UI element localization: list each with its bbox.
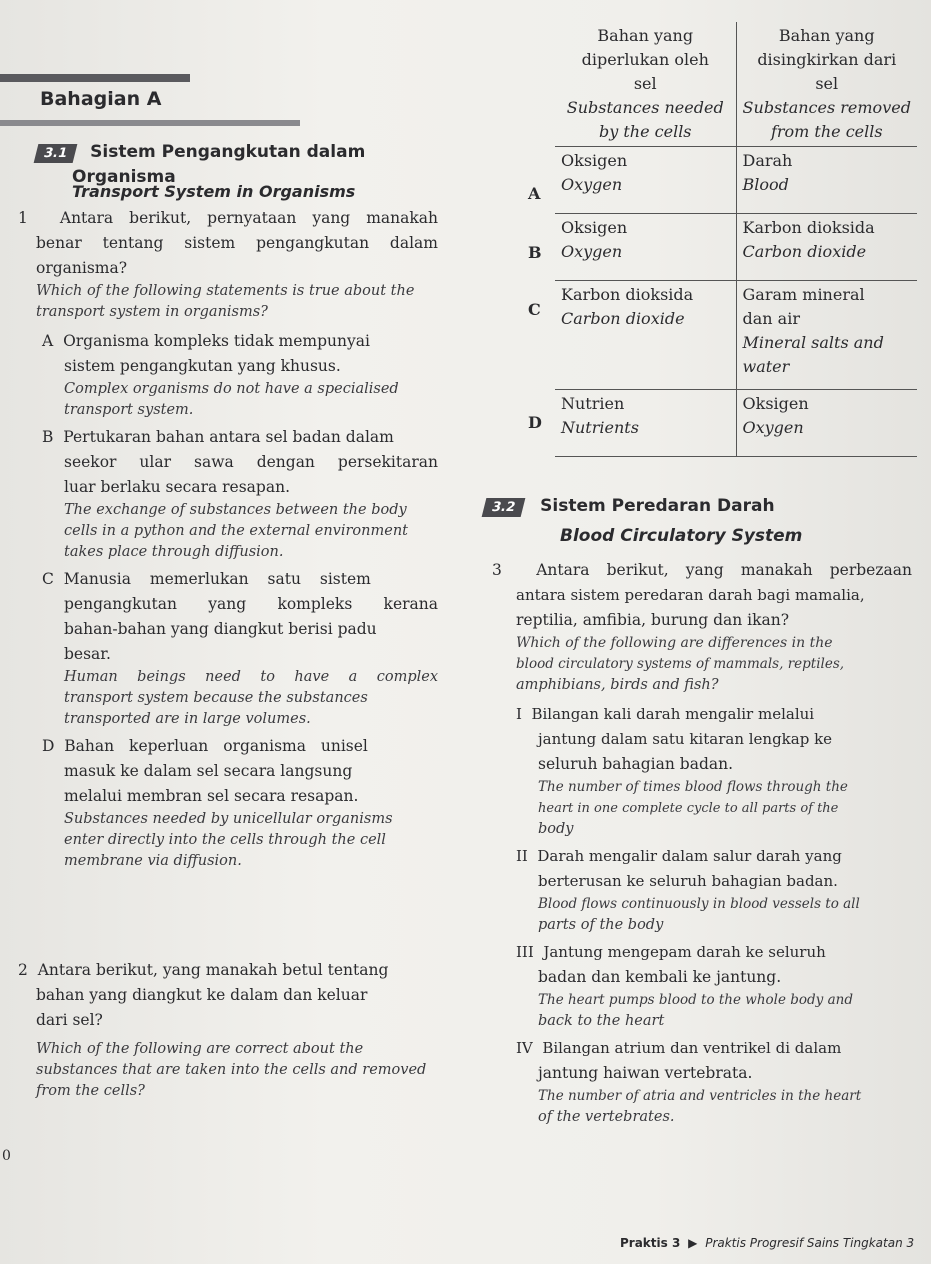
option-translation: takes place through diffusion. (64, 544, 284, 560)
statement-translation: back to the heart (538, 1013, 665, 1029)
option-translation: transport system because the substances (64, 690, 368, 706)
q3-translation: blood circulatory systems of mammals, reptiles, (516, 656, 845, 672)
option-translation: transported are in large volumes. (64, 711, 311, 727)
statement-translation: The heart pumps blood to the whole body and (538, 992, 853, 1008)
statement-text: jantung haiwan vertebrata. (538, 1064, 753, 1082)
statement-text: jantung dalam satu kitaran lengkap ke (538, 730, 833, 748)
table-cell (555, 147, 736, 214)
page-footer (620, 1236, 914, 1250)
table-row (555, 281, 917, 390)
statement-text: badan dan kembali ke jantung. (538, 968, 782, 986)
statement-text: Jantung mengepam darah ke seluruh (543, 943, 826, 961)
section-title-en: Blood Circulatory System (560, 526, 803, 546)
option-text: pengangkutan yang kompleks kerana (64, 595, 438, 613)
section-3-1-heading (36, 142, 365, 163)
q1-translation: transport system in organisms? (36, 304, 268, 320)
section-3-2-heading (484, 496, 775, 517)
statement-numeral: IV (516, 1039, 533, 1057)
option-translation: transport system. (64, 402, 194, 418)
cell-translation: Carbon dioxide (561, 309, 685, 328)
statement-translation: of the vertebrates. (538, 1109, 675, 1125)
cell-text: Darah (742, 151, 793, 170)
row-label-d[interactable]: D (528, 413, 542, 432)
option-text: luar berlaku secara resapan. (64, 478, 290, 496)
option-letter: A (42, 332, 54, 350)
option-text: Organisma kompleks tidak mempunyai (63, 332, 370, 350)
question-1 (18, 206, 438, 872)
table-header-removed (736, 22, 917, 147)
statement-text: berterusan ke seluruh bahagian badan. (538, 872, 838, 890)
table-cell (555, 281, 736, 390)
cell-translation: Carbon dioxide (742, 242, 867, 261)
option-c[interactable] (18, 567, 438, 730)
table-header-needed (555, 22, 736, 147)
q3-translation: Which of the following are differences in the (516, 635, 833, 651)
section-title-ms: Sistem Peredaran Darah (540, 496, 775, 516)
row-label-c[interactable]: C (528, 300, 541, 319)
option-translation: Human beings need to have a complex (64, 669, 438, 685)
option-letter: D (42, 737, 55, 755)
table-cell (736, 147, 917, 214)
q3-text: reptilia, amfibia, burung dan ikan? (516, 611, 790, 629)
header-text: diperlukan oleh (581, 50, 709, 69)
statement-translation: Blood flows continuously in blood vessels to all (538, 896, 860, 912)
cell-translation: Oxygen (561, 175, 623, 194)
row-label-a[interactable]: A (528, 184, 541, 203)
option-text: masuk ke dalam sel secara langsung (64, 762, 353, 780)
option-text: besar. (64, 645, 111, 663)
option-translation: enter directly into the cells through the cell (64, 832, 386, 848)
cell-translation: Mineral salts and (742, 333, 884, 352)
option-b[interactable] (18, 425, 438, 563)
cell-translation: Oxygen (561, 242, 623, 261)
cell-text: Karbon dioksida (561, 285, 694, 304)
q2-text: bahan yang diangkut ke dalam dan keluar (36, 986, 368, 1004)
section-number: 3.2 (482, 498, 526, 517)
option-translation: membrane via diffusion. (64, 853, 242, 869)
header-text: Bahan yang (778, 26, 875, 45)
q2-text: Antara berikut, yang manakah betul tentang (37, 961, 389, 979)
q3-text: antara sistem peredaran darah bagi mamalia, (516, 586, 865, 604)
q3-translation: amphibians, birds and fish? (516, 677, 719, 693)
q2-text: dari sel? (36, 1011, 103, 1029)
table-cell (736, 214, 917, 281)
statement-ii (492, 844, 912, 936)
header-translation: from the cells (770, 122, 883, 141)
option-text: Pertukaran bahan antara sel badan dalam (63, 428, 394, 446)
q1-translation: Which of the following statements is true about the (36, 283, 415, 299)
row-label-b[interactable]: B (528, 243, 542, 262)
table-header-row (555, 22, 917, 147)
cell-translation: water (742, 357, 790, 376)
table-row (555, 147, 917, 214)
statement-numeral: II (516, 847, 528, 865)
q1-text: organisma? (36, 259, 128, 277)
q1-text: benar tentang sistem pengangkutan dalam (36, 234, 438, 252)
q1-text: Antara berikut, pernyataan yang manakah (59, 209, 439, 227)
option-translation: Complex organisms do not have a specialised (64, 381, 399, 397)
q1-line-1 (18, 206, 438, 231)
section-title-ms-2: Organisma (72, 167, 176, 187)
header-translation: Substances removed (742, 98, 911, 117)
cell-text: dan air (742, 309, 800, 328)
substances-table (555, 22, 917, 457)
header-bar-top (0, 74, 190, 82)
table-cell (555, 214, 736, 281)
option-text: Manusia memerlukan satu sistem (63, 570, 371, 588)
option-text: seekor ular sawa dengan persekitaran (64, 453, 438, 471)
option-text: Bahan keperluan organisma unisel (64, 737, 368, 755)
table-cell (555, 390, 736, 457)
statement-text: Darah mengalir dalam salur darah yang (537, 847, 842, 865)
q2-number: 2 (18, 961, 28, 979)
q3-text: Antara berikut, yang manakah perbezaan (536, 561, 912, 579)
cell-translation: Blood (742, 175, 789, 194)
cell-text: Oksigen (561, 151, 628, 170)
statement-iii (492, 940, 912, 1032)
cell-translation: Oxygen (742, 418, 804, 437)
q2-translation: substances that are taken into the cells and removed (36, 1062, 427, 1078)
section-title-ms: Sistem Pengangkutan dalam (90, 142, 366, 162)
cell-text: Karbon dioksida (742, 218, 875, 237)
header-text: sel (815, 74, 839, 93)
statement-text: seluruh bahagian badan. (538, 755, 734, 773)
option-letter: C (42, 570, 54, 588)
q1-number: 1 (18, 209, 28, 227)
header-text: Bahan yang (597, 26, 694, 45)
arrow-icon: ▶ (688, 1236, 698, 1250)
statement-text: Bilangan kali darah mengalir melalui (531, 705, 815, 723)
option-translation: cells in a python and the external environment (64, 523, 408, 539)
statement-numeral: I (516, 705, 522, 723)
statement-translation: parts of the body (538, 917, 664, 933)
statement-text: Bilangan atrium dan ventrikel di dalam (542, 1039, 842, 1057)
cell-text: Nutrien (561, 394, 625, 413)
bahagian-heading: Bahagian A (40, 88, 162, 110)
statement-iv (492, 1036, 912, 1128)
statement-translation: heart in one complete cycle to all parts of the (538, 801, 839, 816)
cell-text: Oksigen (742, 394, 809, 413)
statement-i (492, 702, 912, 840)
q3-number: 3 (492, 561, 502, 579)
header-translation: Substances needed (566, 98, 724, 117)
table-cell (736, 390, 917, 457)
table-cell (736, 281, 917, 390)
header-text: disingkirkan dari (757, 50, 897, 69)
header-text: sel (633, 74, 657, 93)
section-number: 3.1 (34, 144, 78, 163)
section-title-en: Transport System in Organisms (72, 182, 356, 201)
statement-translation: body (538, 821, 574, 837)
option-translation: Substances needed by unicellular organisms (64, 811, 393, 827)
table-row (555, 214, 917, 281)
option-translation: The exchange of substances between the body (64, 502, 407, 518)
footer-book-title: Praktis Progresif Sains Tingkatan 3 (705, 1236, 915, 1250)
statement-translation: The number of atria and ventricles in the heart (538, 1088, 862, 1104)
option-d[interactable] (18, 734, 438, 872)
question-2 (18, 958, 438, 1102)
header-bar (0, 120, 300, 126)
header-translation: by the cells (598, 122, 692, 141)
cell-text: Garam mineral (742, 285, 865, 304)
cell-translation: Nutrients (561, 418, 639, 437)
option-letter: B (42, 428, 54, 446)
option-text: sistem pengangkutan yang khusus. (64, 357, 341, 375)
q2-translation: from the cells? (36, 1083, 145, 1099)
option-text: bahan-bahan yang diangkut berisi padu (64, 620, 377, 638)
table-row (555, 390, 917, 457)
option-text: melalui membran sel secara resapan. (64, 787, 359, 805)
question-3 (492, 558, 912, 1128)
footer-label: Praktis 3 (620, 1236, 681, 1250)
q2-translation: Which of the following are correct about the (36, 1041, 364, 1057)
cell-text: Oksigen (561, 218, 628, 237)
margin-mark: 0 (2, 1148, 11, 1164)
statement-numeral: III (516, 943, 534, 961)
statement-translation: The number of times blood flows through the (538, 779, 848, 795)
option-a[interactable] (18, 329, 438, 421)
